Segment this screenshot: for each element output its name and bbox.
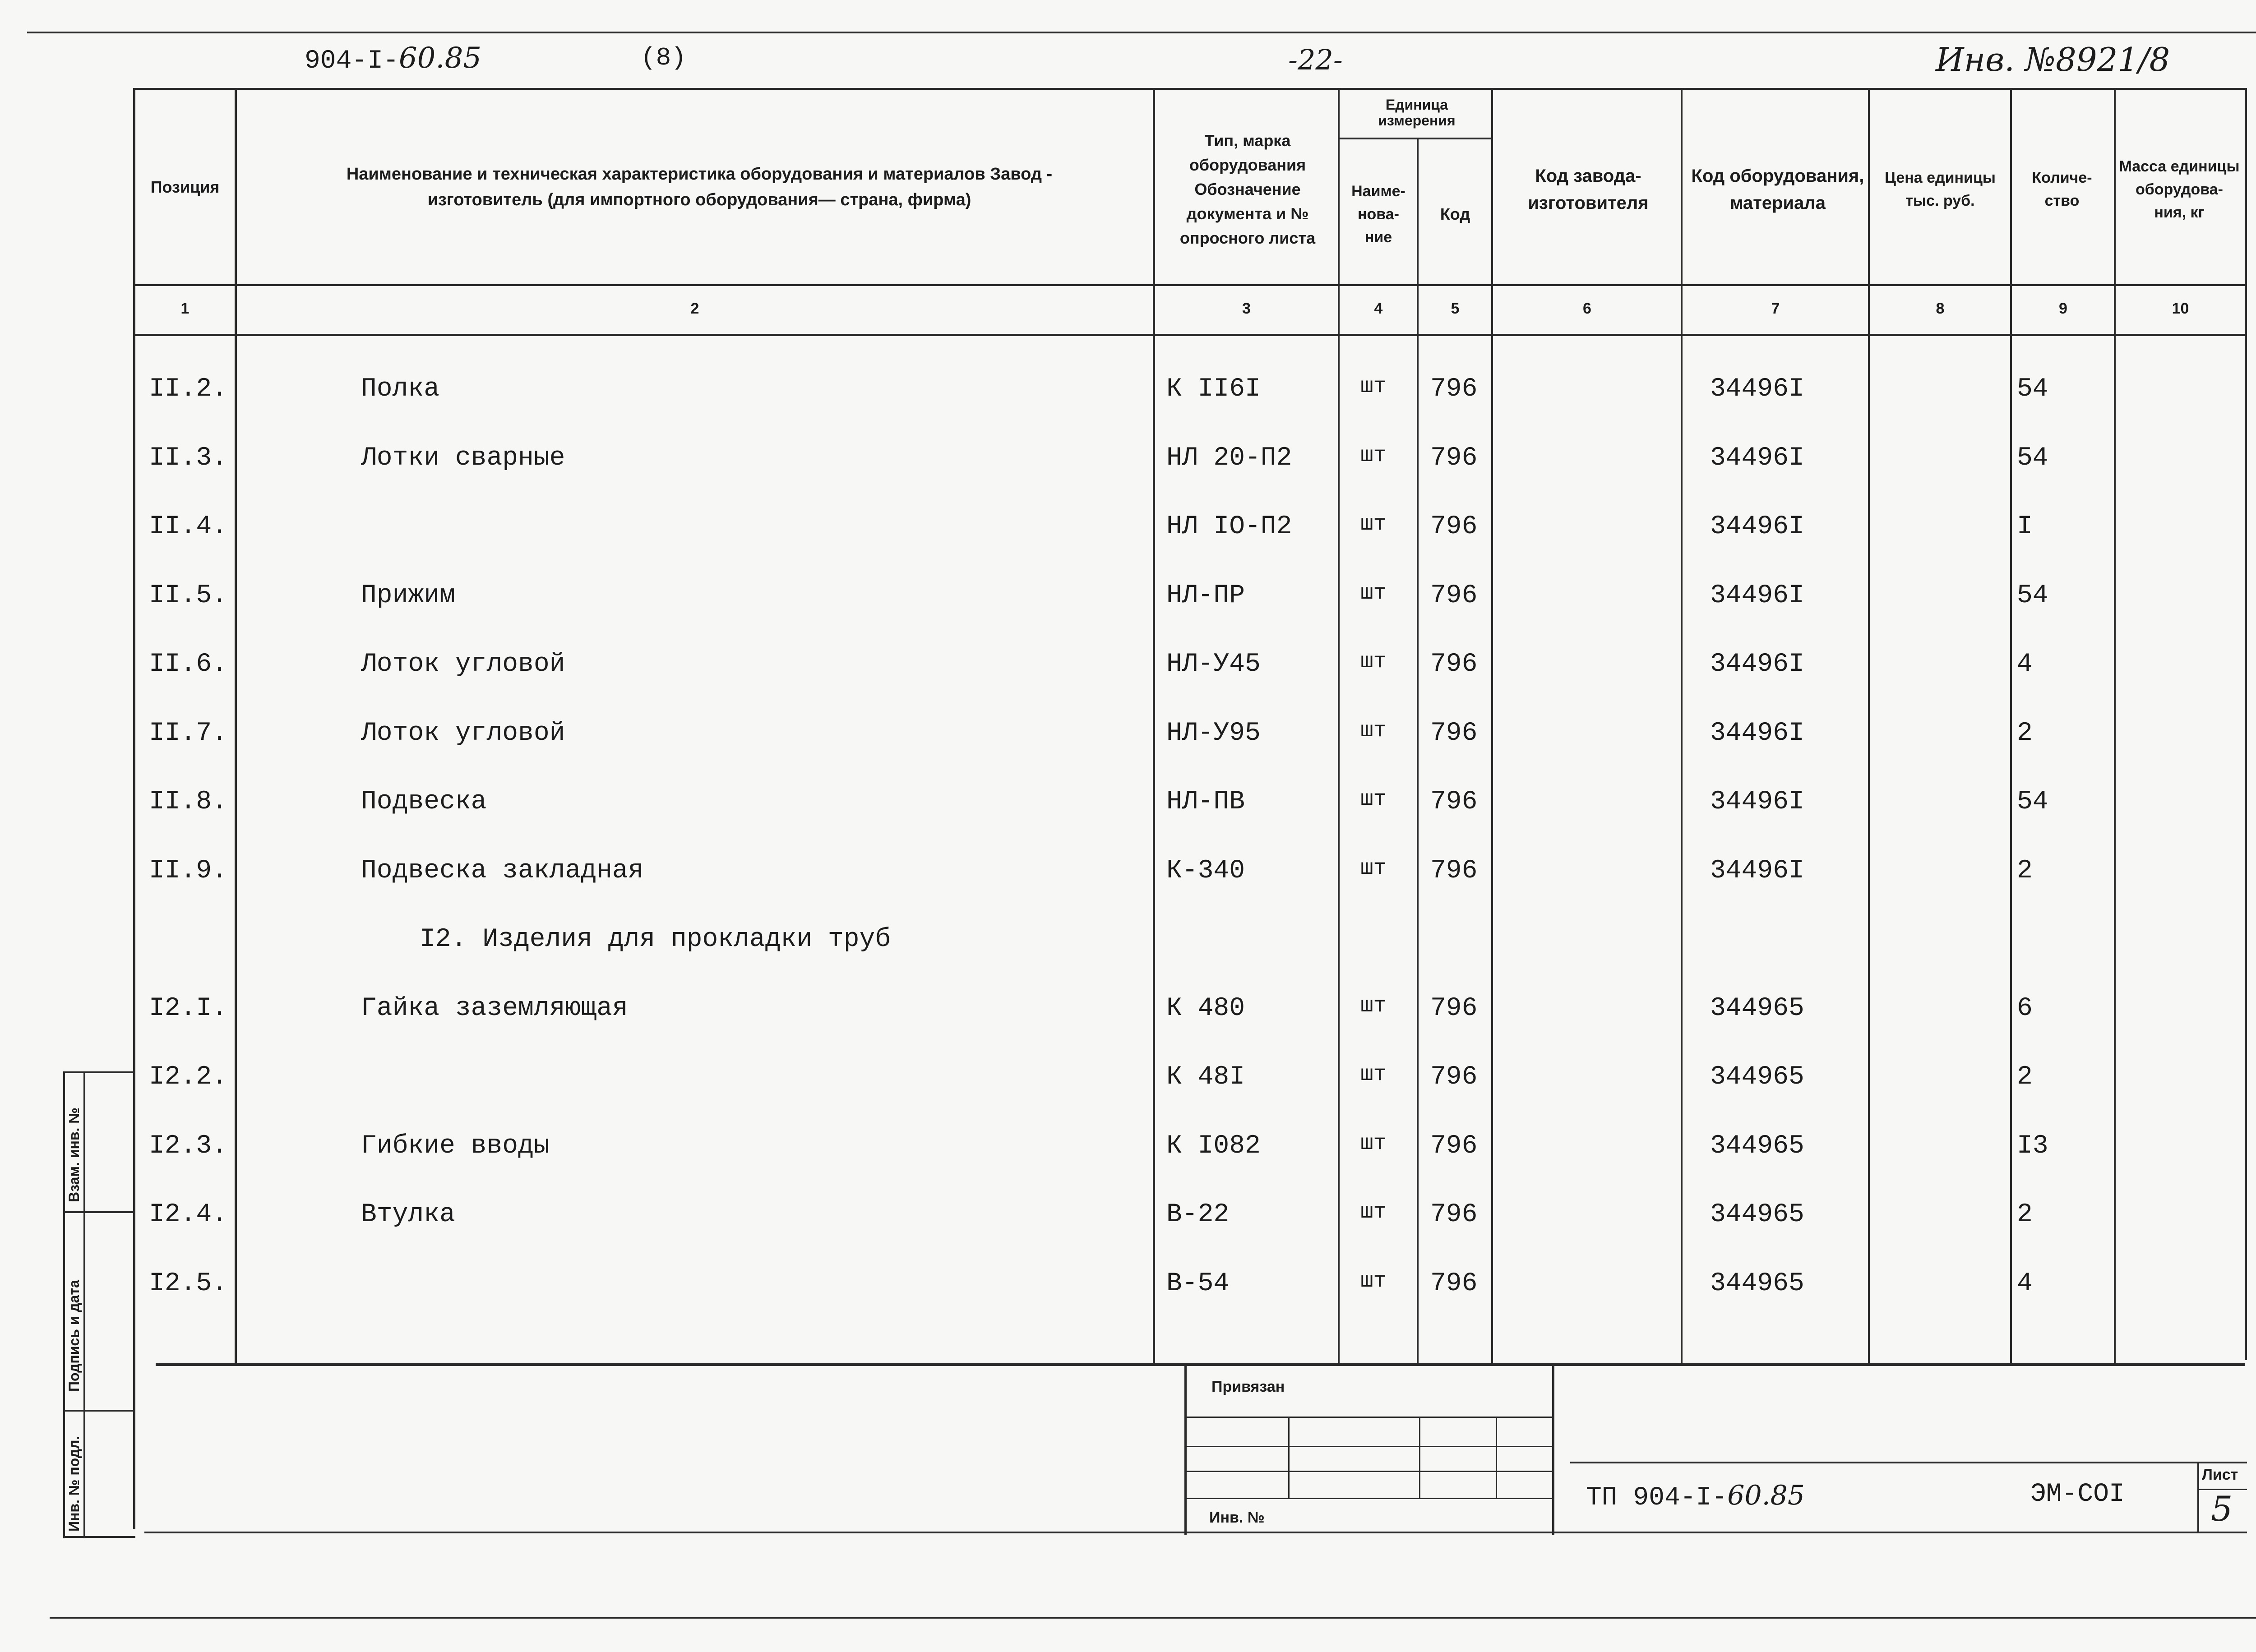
row-name: Гайка заземляющая: [361, 993, 628, 1023]
row-name: Втулка: [361, 1200, 455, 1229]
row-name: Лотки сварные: [361, 443, 565, 473]
row-unit-code: 796: [1430, 718, 1478, 748]
col-divider-3: [1338, 88, 1340, 1365]
tp-code-typed: ТП 904-I-: [1586, 1483, 1728, 1513]
row-position: I2.3.: [149, 1131, 228, 1161]
col-header-mass: Масса единицы оборудова- ния, кг: [2119, 157, 2240, 221]
col-divider-2: [1153, 88, 1155, 1365]
row-unit-code: 796: [1430, 1062, 1478, 1092]
top-border-line: [27, 32, 2256, 33]
row-unit: шт: [1360, 443, 1387, 468]
row-unit: шт: [1360, 993, 1387, 1018]
bottom-scan-line: [50, 1617, 2256, 1619]
stamp-inv-label: Инв. №: [1209, 1509, 1265, 1526]
col-header-unit-group: Единица измерения: [1378, 96, 1456, 129]
row-unit-code: 796: [1430, 443, 1478, 473]
col-header-position: Позиция: [150, 178, 220, 196]
row-type: В-22: [1166, 1200, 1230, 1229]
row-position: II.5.: [149, 581, 228, 610]
section-heading: I2. Изделия для прокладки труб: [420, 925, 891, 954]
row-type: НЛ-У95: [1166, 718, 1261, 748]
row-material-code: 344965: [1710, 993, 1804, 1023]
row-quantity: 2: [2017, 718, 2033, 748]
row-unit-code: 796: [1430, 1131, 1478, 1161]
row-type: В-54: [1166, 1269, 1230, 1298]
page-number: -22-: [1288, 43, 1343, 76]
row-name: Подвеска: [361, 787, 487, 817]
row-quantity: 6: [2017, 993, 2033, 1023]
row-unit-code: 796: [1430, 512, 1478, 541]
list-box-left: [2197, 1462, 2199, 1532]
row-material-code: 34496I: [1710, 718, 1804, 748]
row-material-code: 34496I: [1710, 512, 1804, 541]
col-number: 8: [1936, 300, 1945, 317]
col-header-unit-code: Код: [1440, 205, 1470, 223]
stamp-left-border: [1184, 1363, 1187, 1535]
row-unit-code: 796: [1430, 993, 1478, 1023]
stamp-divider: [1496, 1417, 1497, 1498]
row-material-code: 34496I: [1710, 581, 1804, 610]
footer-top-line: [156, 1363, 2245, 1366]
sheet-code: ЭМ-COI: [2030, 1480, 2125, 1509]
col-divider-8: [2010, 88, 2012, 1365]
row-unit: шт: [1360, 856, 1387, 881]
row-unit: шт: [1360, 1200, 1387, 1224]
col-number: 10: [2172, 300, 2189, 317]
row-quantity: 4: [2017, 650, 2033, 679]
col-number: 5: [1451, 300, 1460, 317]
col-divider-1: [235, 88, 237, 1365]
row-position: I2.5.: [149, 1269, 228, 1298]
side-stamp-left: [63, 1071, 65, 1538]
row-unit-code: 796: [1430, 787, 1478, 817]
row-unit: шт: [1360, 374, 1387, 399]
stamp-line: [1187, 1417, 1552, 1418]
row-quantity: 2: [2017, 1200, 2033, 1229]
col-number: 4: [1374, 300, 1383, 317]
stamp-divider: [1419, 1417, 1420, 1498]
col-header-name: Наименование и техническая характеристика оборудования и материалов Завод - изготовитель (для импортного оборудования— страна, фирма): [346, 165, 1053, 209]
row-unit-code: 796: [1430, 856, 1478, 886]
table-right-border: [2245, 88, 2247, 1360]
side-stamp-line: [63, 1410, 135, 1412]
row-type: К II6I: [1166, 374, 1261, 404]
side-stamp-vzam: Взам. инв. №: [66, 1107, 82, 1202]
inventory-number: Инв. №8921/8: [1936, 41, 2170, 78]
tp-code-handwritten: 60.85: [1727, 1480, 1805, 1511]
row-quantity: 4: [2017, 1269, 2033, 1298]
row-type: НЛ 20-П2: [1166, 443, 1292, 473]
stamp-divider: [1288, 1417, 1290, 1498]
row-type: НЛ-У45: [1166, 650, 1261, 679]
row-unit: шт: [1360, 581, 1387, 605]
row-type: НЛ IO-П2: [1166, 512, 1292, 541]
row-unit: шт: [1360, 650, 1387, 674]
row-name: Лоток угловой: [361, 650, 565, 679]
col-header-price: Цена единицы тыс. руб.: [1885, 169, 1996, 209]
row-unit-code: 796: [1430, 650, 1478, 679]
row-material-code: 34496I: [1710, 787, 1804, 817]
row-unit: шт: [1360, 1062, 1387, 1087]
row-type: К 48I: [1166, 1062, 1245, 1092]
row-unit: шт: [1360, 1131, 1387, 1156]
sheet-number: 5: [2211, 1489, 2233, 1529]
row-material-code: 34496I: [1710, 650, 1804, 679]
row-position: I2.I.: [149, 993, 228, 1023]
row-type: НЛ-ПР: [1166, 581, 1245, 610]
row-unit-code: 796: [1430, 1269, 1478, 1298]
col-divider-5: [1491, 88, 1493, 1365]
side-stamp-mid: [83, 1071, 85, 1538]
col-divider-4: [1417, 138, 1419, 1365]
footer-bottom-line: [144, 1532, 2247, 1533]
row-unit: шт: [1360, 718, 1387, 743]
row-unit: шт: [1360, 787, 1387, 812]
header-bottom-divider: [133, 334, 2247, 336]
row-position: II.9.: [149, 856, 228, 886]
row-unit: шт: [1360, 512, 1387, 536]
col-header-quantity: Количе- ство: [2032, 169, 2092, 209]
col-number: 2: [690, 300, 699, 317]
col-divider-9: [2114, 88, 2116, 1365]
row-material-code: 344965: [1710, 1200, 1804, 1229]
col-header-material-code: Код оборудования, материала: [1691, 166, 1864, 213]
col-number: 6: [1583, 300, 1591, 317]
row-unit-code: 796: [1430, 1200, 1478, 1229]
col-divider-6: [1681, 88, 1683, 1365]
row-position: II.6.: [149, 650, 228, 679]
row-material-code: 344965: [1710, 1269, 1804, 1298]
row-position: II.4.: [149, 512, 228, 541]
row-material-code: 344965: [1710, 1062, 1804, 1092]
side-stamp-podpis: Подпись и дата: [66, 1280, 82, 1392]
row-position: I2.4.: [149, 1200, 228, 1229]
row-position: II.2.: [149, 374, 228, 404]
row-quantity: 54: [2017, 374, 2048, 404]
row-position: II.8.: [149, 787, 228, 817]
row-type: К 480: [1166, 993, 1245, 1023]
row-name: Прижим: [361, 581, 455, 610]
row-quantity: I3: [2017, 1131, 2048, 1161]
col-header-unit-name: Наиме- нова- ние: [1351, 182, 1405, 246]
col-header-type: Тип, марка оборудования Обозначение документа и № опросного листа: [1179, 131, 1316, 247]
doc-code: [305, 42, 481, 76]
row-position: II.3.: [149, 443, 228, 473]
list-label: Лист: [2202, 1466, 2238, 1483]
doc-code-handwritten: 60.85: [398, 42, 482, 75]
header-number-divider: [133, 284, 2247, 286]
row-quantity: 54: [2017, 581, 2048, 610]
col-number: 7: [1771, 300, 1780, 317]
tp-code: [1586, 1480, 1805, 1513]
row-position: I2.2.: [149, 1062, 228, 1092]
part-label: (8): [641, 43, 686, 72]
doc-code-typed: 904-I-: [305, 46, 399, 76]
col-number: 9: [2059, 300, 2067, 317]
row-material-code: 34496I: [1710, 856, 1804, 886]
row-type: К I082: [1166, 1131, 1261, 1161]
row-quantity: 2: [2017, 1062, 2033, 1092]
stamp-line: [1187, 1471, 1552, 1472]
row-name: Гибкие вводы: [361, 1131, 550, 1161]
row-type: НЛ-ПВ: [1166, 787, 1245, 817]
row-quantity: I: [2017, 512, 2033, 541]
row-quantity: 54: [2017, 787, 2048, 817]
row-name: Полка: [361, 374, 440, 404]
side-stamp-line: [63, 1536, 135, 1538]
row-material-code: 34496I: [1710, 374, 1804, 404]
row-unit: шт: [1360, 1269, 1387, 1293]
row-name: Подвеска закладная: [361, 856, 644, 886]
stamp-line: [1187, 1446, 1552, 1447]
row-quantity: 54: [2017, 443, 2048, 473]
row-unit-code: 796: [1430, 374, 1478, 404]
col-header-factory-code: Код завода- изготовителя: [1528, 166, 1649, 213]
unit-group-divider: [1338, 138, 1491, 139]
row-unit-code: 796: [1430, 581, 1478, 610]
stamp-right-border: [1552, 1363, 1554, 1535]
table-top-border: [133, 88, 2247, 90]
col-divider-7: [1868, 88, 1870, 1365]
side-stamp-line: [63, 1071, 135, 1073]
title-block-line: [1570, 1462, 2247, 1463]
row-material-code: 344965: [1710, 1131, 1804, 1161]
row-name: Лоток угловой: [361, 718, 565, 748]
privyazan-label: Привязан: [1211, 1378, 1285, 1395]
col-number: 1: [180, 300, 190, 317]
row-material-code: 34496I: [1710, 443, 1804, 473]
side-stamp-line: [63, 1211, 135, 1213]
side-stamp-inv-podl: Инв. № подл.: [66, 1435, 82, 1532]
row-position: II.7.: [149, 718, 228, 748]
row-type: К-340: [1166, 856, 1245, 886]
col-number: 3: [1242, 300, 1251, 317]
stamp-line: [1187, 1498, 1552, 1499]
row-quantity: 2: [2017, 856, 2033, 886]
